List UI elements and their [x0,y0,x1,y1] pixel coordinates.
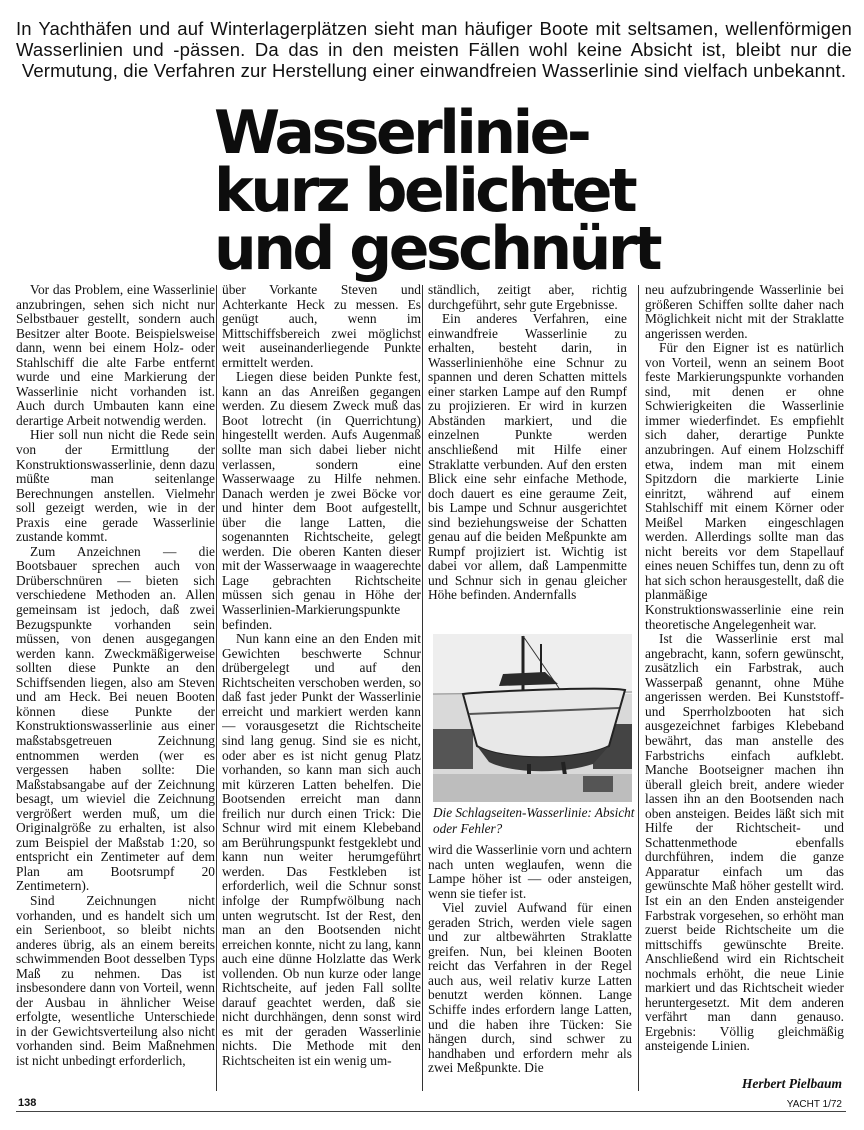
paragraph: Liegen diese beiden Punkte fest, kann an das Anreißen gegangen werden. Zu diesem Zweck muß das Boot lotrecht (in Querrichtung) hingestellt werden. Aufs Augenmaß sollte man sich dabei lieber nicht verlassen, sondern eine Wasserwaage zu Hilfe nehmen. Danach werden je zwei Böcke vor und hinter dem Boot aufgestellt, über die lange Latten, die sogenannten Richtscheite, gelegt werden. Die oberen Kanten dieser mit der Wasserwaage in waagerechte Lage gebrachten Richtscheite müssen sich genau in Höhe der Wasserlinien-Markierungspunkte befinden. [222,369,421,632]
photo-caption: Die Schlagseiten-Wasserlinie: Absicht oder Fehler? [433,805,635,836]
paragraph: Viel zuviel Aufwand für einen geraden Strich, werden viele sagen und zur altbewährten Straklatte greifen. Nun, bei kleinen Booten reicht das Verfahren in der Regel auch aus, weil relativ kurze Latten benutzt werden können. Lange Schiffe indes erfordern lange Latten, und die haben ihre Tücken: Sie hängen durch, sind schwer zu handhaben und erfordern mehr als zwei Meßpunkte. Die [428,900,632,1076]
headline-line-1: Wasserlinie- [214,98,589,168]
paragraph: Zum Anzeichnen — die Bootsbauer sprechen auch von Drüberschnüren — bieten sich verschiedene Methoden an. Allen gemeinsam ist jedoch, daß zwei Bezugspunkte vorhanden sein müssen, von denen ausgegangen werden kann. Zweckmäßigerweise sollten diese Punkte an den Schiffsenden liegen, also am Steven und am Heck. Bei neuen Booten können diese Punkte der Konstruktionswasserlinie aus einer maßstabsgetreuen Zeichnung entnommen werden (wer es vergessen haben sollte: Die Maßstabsangabe auf der Zeichnung besagt, um wieviel die Zeichnung vergrößert werden muß, um die Originalgröße zu erhalten, ist also zum Beispiel der Maßstab 1:20, so entspricht ein Zentimeter auf dem Plan am Bootsrumpf 20 Zentimetern). [16,543,215,894]
column-rule [216,285,217,1091]
intro-lead: In Yachthäfen und auf Winterlagerplätzen sieht man häufiger Boote mit seltsamen, wellenförmigen Wasserlinien und -pässen. Da das in den meisten Fällen wohl keine Absicht ist, bleibt nur die Vermutung, die Verfahren zur Herstellung einer einwandfreien Wasserlinie sind vielfach unbekannt. [16,18,852,81]
paragraph: ständlich, zeitigt aber, richtig durchgeführt, sehr gute Ergebnisse. [428,283,627,312]
paragraph: Ist die Wasserlinie erst mal angebracht, kann, sofern gewünscht, zusätzlich ein Farbstrak, auch Wasserpaß genannt, ohne Mühe angerissen werden. Bei Kunststoff- und Sperrholzbooten hat sich ausgezeichnet farbiges Klebeband bewährt, das man anstelle des Farbstrichs einfach aufklebt. Manche Bootseigner machen ihn überall gleich breit, andere wieder lassen ihn an den Bootsenden nach oben ansteigen. Beides läßt sich mit Hilfe der Richtscheit- und Schattenmethode ebenfalls durchführen, indem die ganze Apparatur einfach um das gewünschte Maß höher gestellt wird. Ist ein an den Enden ansteigender Farbstrak vorgesehen, so erhöht man zuerst beide Richtscheite um die mittschiffs gewünschte Breite. Anschließend wird ein Richtscheit nochmals erhöht, die neue Linie markiert und das Richtscheit wieder heruntergesetzt. Mit dem anderen verfährt man dann genauso. Ergebnis: Völlig gleichmäßig ansteigende Linien. [645,631,844,1054]
paragraph: über Vorkante Steven und Achterkante Heck zu messen. Es genügt auch, wenn im Mittschiffsbereich zwei möglichst weit auseinanderliegende Punkte ermittelt werden. [222,283,421,370]
article-column-3 [428,283,627,633]
paragraph: Hier soll nun nicht die Rede sein von der Ermittlung der Konstruktionswasserlinie, denn dazu müßte man seitenlange Berechnungen anstellen. Vielmehr soll gezeigt werden, wie in der Praxis eine gerade Wasserlinie zustande kommt. [16,427,215,545]
article-column-1 [16,283,215,1091]
column-rule [638,285,639,1091]
headline [214,98,660,284]
boat-photo [433,634,632,802]
article-column-4 [645,283,844,1075]
paragraph: wird die Wasserlinie vorn und achtern nach unten weglaufen, wenn die Lampe höher ist — oder ansteigen, wenn sie tiefer ist. [428,843,632,901]
footer-rule [16,1111,846,1112]
article-column-2 [222,283,421,1091]
column-rule [422,285,423,1091]
headline-line-2: kurz belichtet [214,156,635,226]
boat-image [433,634,632,802]
author-byline: Herbert Pielbaum [741,1076,842,1091]
paragraph: Vor das Problem, eine Wasserlinie anzubringen, sehen sich nicht nur Selbstbauer gestellt, sondern auch Besitzer alter Boote. Beispielsweise dann, wenn bei einem Holz- oder Stahlschiff die alte Farbe entfernt wurde und eine Markierung der Wasserlinie nicht vorhanden ist. Auch durch Umbauten kann eine derartige Arbeit notwendig werden. [16,283,215,428]
paragraph: Ein anderes Verfahren, eine einwandfreie Wasserlinie zu erhalten, besteht darin, in Wasserlinienhöhe eine Schnur zu spannen und deren Schatten mittels einer starken Lampe auf den Rumpf zu projizieren. Er wird in kurzen Abständen markiert, und die einzelnen Punkte werden anschließend mit Hilfe einer Straklatte verbunden. Auf den ersten Blick eine sehr einfache Methode, doch dauert es eine geraume Zeit, bis Lampe und Schnur ausgerichtet sind beziehungsweise der Schatten genau auf die beiden Meßpunkte am Rumpf projiziert ist. Wichtig ist dabei vor allem, daß Lampenmitte und Schnur sich in genau gleicher Höhe befinden. Andernfalls [428,311,627,603]
headline-line-3: und geschnürt [214,214,660,284]
paragraph: neu aufzubringende Wasserlinie bei größeren Schiffen sollte daher nach Möglichkeit nicht mit der Straklatte angerissen werden. [645,283,844,341]
article-column-3-continued [428,843,632,1093]
paragraph: Nun kann eine an den Enden mit Gewichten beschwerte Schnur drübergelegt und auf den Richtscheiten verschoben werden, so daß fast jeder Punkt der Wasserlinie erreicht und markiert werden kann — vorausgesetzt die Richtscheite sind lang genug. Sind sie es nicht, oder aber es ist nicht genug Platz vorhanden, so kann man sich auch mit kürzeren Latten behelfen. Die Bootsenden erreicht man dann freilich nur durch einen Trick: Die Schnur wird mit einem Klebeband am Berührungspunkt festgeklebt und kann nun weiter herumgeführt werden. Das Festkleben ist erforderlich, weil die Schnur sonst infolge der Rumpfwölbung nach unten wegrutscht. Ist der Rest, den man an den Bootsenden nicht erreichen konnte, nicht zu lang, kann auch eine dünne Holzlatte das Werk vollenden. Ob nun kurze oder lange Richtscheite, auf jeden Fall sollte darauf geachtet werden, daß sie nicht durchhängen, denn sonst wird es mit der geraden Wasserlinie nichts. Die Methode mit den Richtscheiten ist ein wenig um- [222,631,421,1068]
paragraph: Für den Eigner ist es natürlich von Vorteil, wenn an seinem Boot feste Markierungspunkte vorhanden sind, mit denen er ohne Schwierigkeiten die Wasserlinie immer wiederfindet. Es empfiehlt sich daher, derartige Punkte anzubringen. Auf einem Holzschiff etwa, indem man mit einem Spitzdorn die markierte Linie einritzt, während auf einem Stahlschiff mit einem Körner oder Meißel Marken eingeschlagen werden. Allerdings sollte man das nicht bereits vor dem Stapellauf eines neuen Schiffes tun, denn zu oft hat sich schon herausgestellt, daß die planmäßige Konstruktionswasserlinie eine rein theoretische Angelegenheit war. [645,340,844,632]
magazine-issue: YACHT 1/72 [786,1099,842,1110]
page-number: 138 [18,1097,37,1109]
paragraph: Sind Zeichnungen nicht vorhanden, und es handelt sich um ein Serienboot, so bleibt nichts anderes übrig, als an einem bereits schwimmenden Boot desselben Typs Maß zu nehmen. Das ist insbesondere dann von Vorteil, wenn der Ausbau in ähnlicher Weise erfolgte, wesentliche Unterschiede in der Gewichtsverteilung also nicht vorhanden sind. Beim Maßnehmen ist nicht unbedingt erforderlich, [16,892,215,1068]
